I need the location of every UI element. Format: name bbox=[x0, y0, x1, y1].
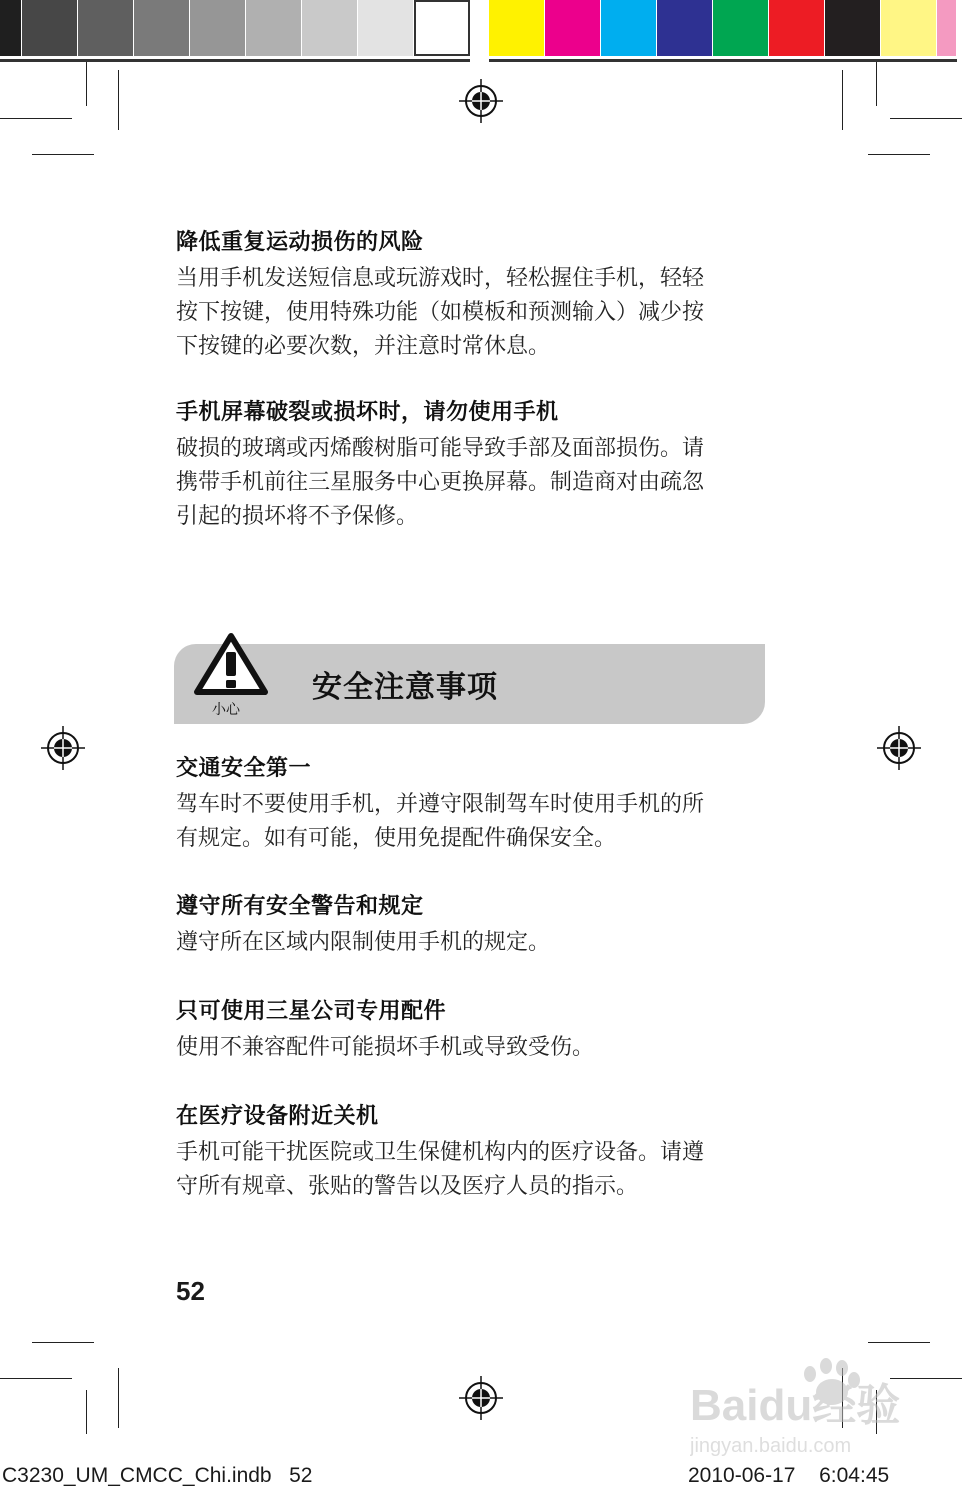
section-body bbox=[176, 1031, 766, 1065]
warning-triangle-icon bbox=[193, 632, 269, 698]
color-swatch bbox=[713, 0, 769, 56]
page-number: 52 bbox=[176, 1276, 205, 1306]
color-swatch bbox=[937, 0, 957, 56]
color-swatch bbox=[78, 0, 134, 56]
body-line: 破损的玻璃或丙烯酸树脂可能导致手部及面部损伤。请 bbox=[176, 436, 705, 461]
crop-mark bbox=[0, 118, 72, 119]
crop-mark bbox=[86, 1390, 87, 1434]
body-line: 当用手机发送短信息或玩游戏时，轻松握住手机，轻轻 bbox=[176, 266, 705, 291]
color-swatch bbox=[881, 0, 937, 56]
crop-mark bbox=[868, 154, 930, 155]
color-swatch bbox=[657, 0, 713, 56]
section-heading: 交通安全第一 bbox=[176, 756, 312, 781]
section-body bbox=[176, 262, 766, 364]
section-heading: 遵守所有安全警告和规定 bbox=[176, 894, 424, 919]
body-line: 使用不兼容配件可能损坏手机或导致受伤。 bbox=[176, 1035, 595, 1060]
crop-mark bbox=[86, 62, 87, 106]
color-swatch bbox=[545, 0, 601, 56]
footer-timestamp bbox=[688, 1464, 889, 1488]
registration-mark-icon bbox=[459, 1376, 503, 1420]
section-heading: 手机屏幕破裂或损坏时，请勿使用手机 bbox=[176, 400, 559, 425]
registration-mark-icon bbox=[41, 726, 85, 770]
body-line: 遵守所在区域内限制使用手机的规定。 bbox=[176, 930, 551, 955]
body-line: 守所有规章、张贴的警告以及医疗人员的指示。 bbox=[176, 1174, 639, 1199]
body-line: 手机可能干扰医院或卫生保健机构内的医疗设备。请遵 bbox=[176, 1140, 705, 1165]
crop-mark bbox=[890, 118, 962, 119]
section-obey-regulations bbox=[176, 892, 766, 960]
crop-mark bbox=[868, 1342, 930, 1343]
body-line: 引起的损坏将不予保修。 bbox=[176, 504, 419, 529]
registration-mark-icon bbox=[459, 79, 503, 123]
section-heading: 在医疗设备附近关机 bbox=[176, 1104, 379, 1129]
section-traffic-safety bbox=[176, 754, 766, 856]
section-broken-screen bbox=[176, 398, 766, 534]
color-swatch bbox=[246, 0, 302, 56]
crop-mark bbox=[32, 1342, 94, 1343]
caution-label: 小心 bbox=[212, 702, 240, 718]
watermark-line2: jingyan.baidu.com bbox=[690, 1435, 852, 1457]
color-swatch bbox=[489, 0, 545, 56]
body-line: 携带手机前往三星服务中心更换屏幕。制造商对由疏忽 bbox=[176, 470, 705, 495]
body-line: 下按键的必要次数，并注意时常休息。 bbox=[176, 334, 551, 359]
section-body bbox=[176, 1136, 766, 1204]
grayscale-calibration-bar bbox=[0, 0, 470, 62]
crop-mark bbox=[118, 70, 119, 130]
section-medical-devices bbox=[176, 1102, 766, 1204]
baidu-watermark-logo bbox=[690, 1352, 930, 1462]
caution-title: 安全注意事项 bbox=[312, 670, 498, 705]
section-heading: 只可使用三星公司专用配件 bbox=[176, 999, 447, 1024]
section-body bbox=[176, 788, 766, 856]
body-line: 按下按键，使用特殊功能（如模板和预测输入）减少按 bbox=[176, 300, 705, 325]
crop-mark bbox=[0, 1378, 72, 1379]
body-line: 有规定。如有可能，使用免提配件确保安全。 bbox=[176, 826, 617, 851]
color-swatch bbox=[769, 0, 825, 56]
color-swatch bbox=[825, 0, 881, 56]
color-swatch bbox=[414, 0, 470, 56]
color-swatch bbox=[358, 0, 414, 56]
color-calibration-bar bbox=[489, 0, 957, 62]
section-repetitive-motion bbox=[176, 228, 766, 364]
footer-file-info: C3230_UM_CMCC_Chi.indb 52 bbox=[2, 1464, 313, 1487]
footer-date: 2010-06-17 bbox=[688, 1464, 796, 1487]
body-line: 驾车时不要使用手机，并遵守限制驾车时使用手机的所 bbox=[176, 792, 705, 817]
section-heading: 降低重复运动损伤的风险 bbox=[176, 230, 424, 255]
section-samsung-accessories bbox=[176, 997, 766, 1065]
color-swatch bbox=[134, 0, 190, 56]
crop-mark bbox=[118, 1368, 119, 1428]
section-body bbox=[176, 432, 766, 534]
watermark-line1: Baidu经验 bbox=[690, 1381, 901, 1430]
color-swatch bbox=[302, 0, 358, 56]
crop-mark bbox=[842, 70, 843, 130]
color-swatch bbox=[0, 0, 22, 56]
footer-time: 6:04:45 bbox=[819, 1464, 890, 1487]
color-swatch bbox=[190, 0, 246, 56]
section-body bbox=[176, 926, 766, 960]
registration-mark-icon bbox=[877, 726, 921, 770]
color-swatch bbox=[601, 0, 657, 56]
crop-mark bbox=[876, 62, 877, 106]
crop-mark bbox=[32, 154, 94, 155]
color-swatch bbox=[22, 0, 78, 56]
